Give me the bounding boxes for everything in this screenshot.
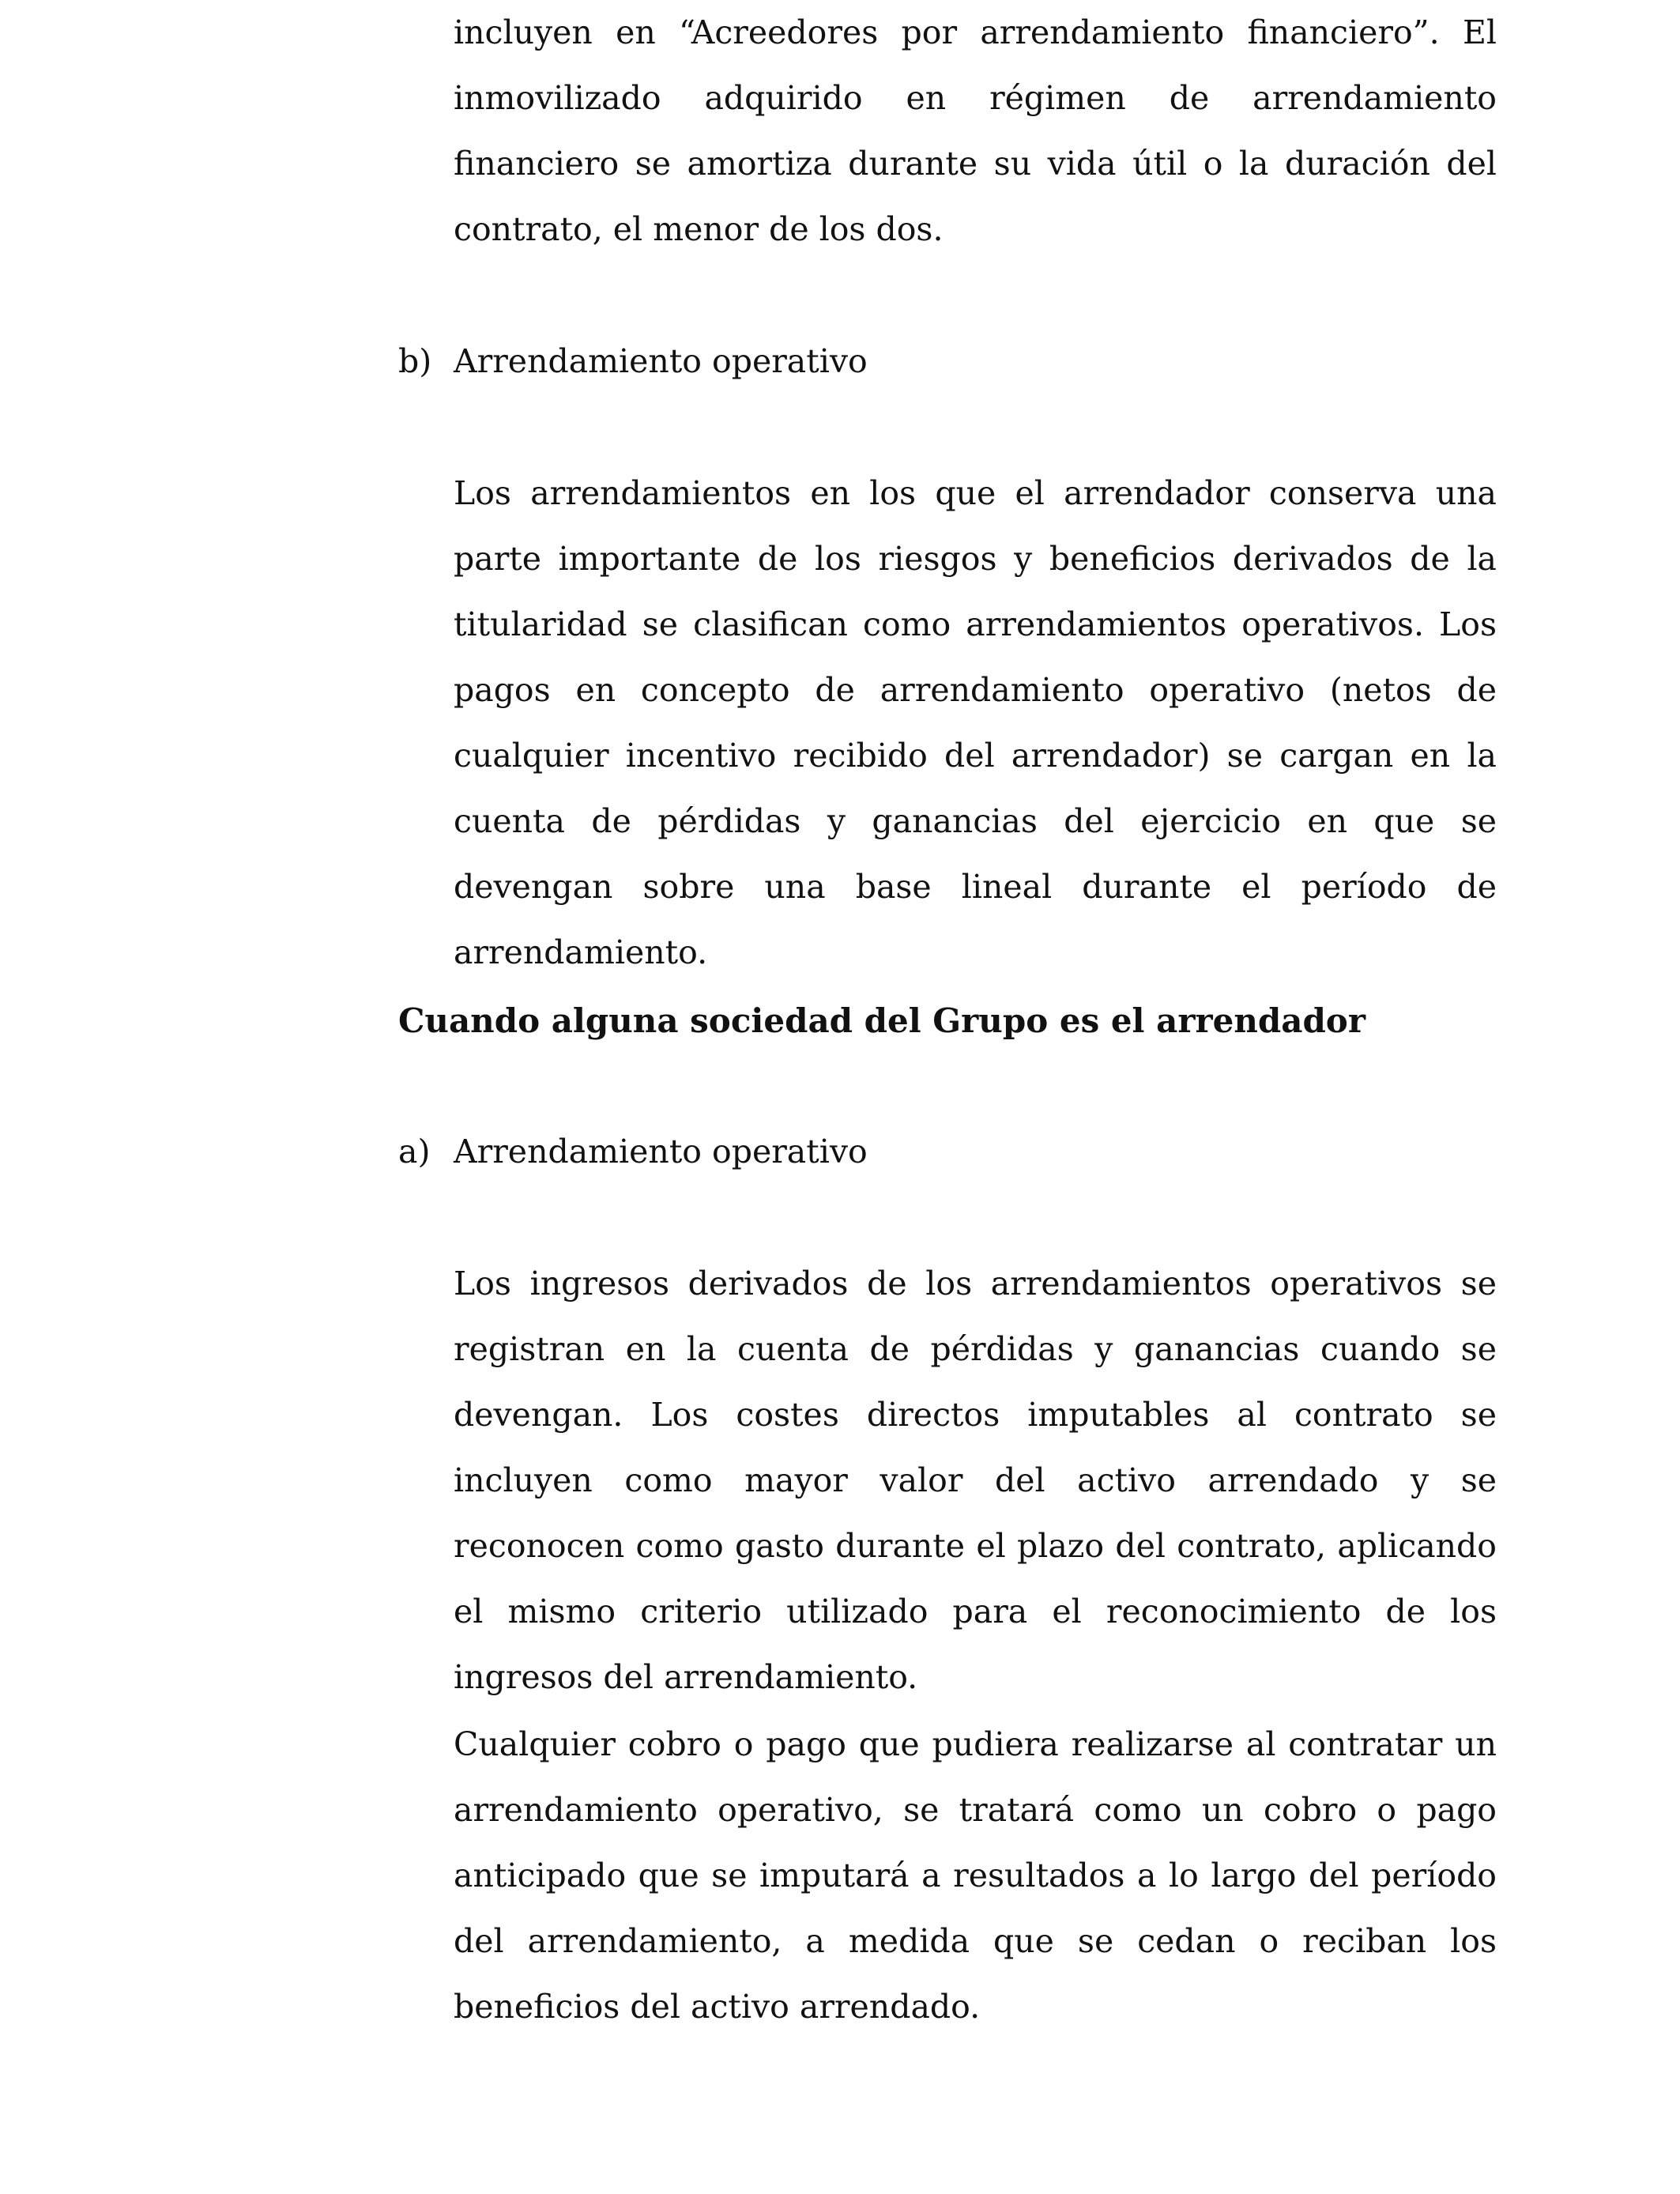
list-item-a (398, 1119, 868, 1185)
section-heading-arrendador: Cuando alguna sociedad del Grupo es el arrendador (398, 1001, 1365, 1040)
list-label-b: Arrendamiento operativo (454, 342, 868, 380)
list-marker-b: b) (398, 342, 432, 380)
paragraph-operativo-arrendatario: Los arrendamientos en los que el arrendador conserva una parte importante de los riesgos y beneficios derivados de la titularidad se clasifican como arrendamientos operativos. Los pagos en concepto de arrendamiento operativo (netos de cualquier incentivo recibido del arrendador) se cargan en la cuenta de pérdidas y ganancias del ejercicio en que se devengan sobre una base lineal durante el período de arrendamiento. (454, 474, 1497, 971)
paragraph-continuation: incluyen en “Acreedores por arrendamiento financiero”. El inmovilizado adquirido en régimen de arrendamiento financiero se amortiza durante su vida útil o la duración del contrato, el menor de los dos. (454, 13, 1497, 248)
list-label-a: Arrendamiento operativo (454, 1133, 868, 1171)
paragraph-ingresos: Los ingresos derivados de los arrendamientos operativos se registran en la cuenta de pérdidas y ganancias cuando se devengan. Los costes directos imputables al contrato se incluyen como mayor valor del activo arrendado y se reconocen como gasto durante el plazo del contrato, aplicando el mismo criterio utilizado para el reconocimiento de los ingresos del arrendamiento. (454, 1265, 1497, 1696)
list-item-b (398, 329, 868, 394)
paragraph-cobros: Cualquier cobro o pago que pudiera realizarse al contratar un arrendamiento operativo, se tratará como un cobro o pago anticipado que se imputará a resultados a lo largo del período del arrendamiento, a medida que se cedan o reciban los beneficios del activo arrendado. (454, 1725, 1497, 2026)
list-marker-a: a) (398, 1133, 431, 1171)
